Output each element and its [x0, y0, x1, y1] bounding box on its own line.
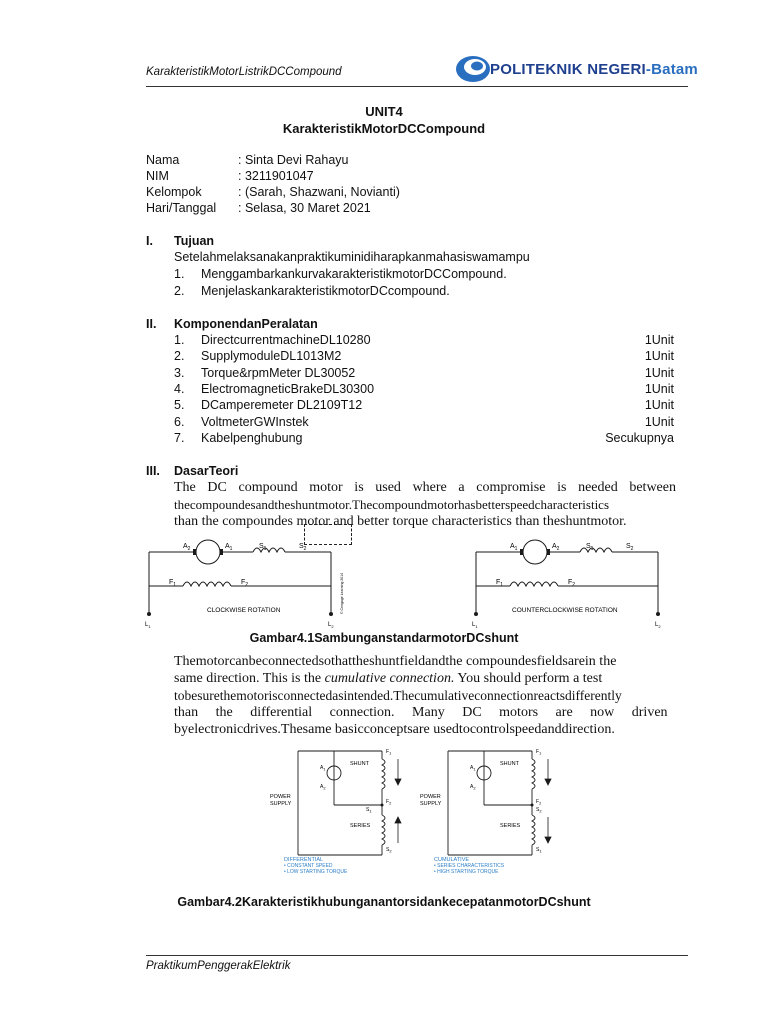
komponen-item-6-text: VoltmeterGWInstek — [201, 415, 309, 429]
logo-text-sub: -Batam — [645, 61, 698, 78]
theory-para2-line4: than the differential connection. Many DC motors are now driven — [174, 705, 668, 720]
svg-text:F1: $F_1$ — [496, 579, 504, 588]
komponen-item-4-num: 4. — [174, 382, 185, 396]
tujuan-item-1-num: 1. — [174, 267, 185, 281]
svg-text:S2: $S_2$ — [626, 543, 634, 552]
svg-text:A2: $A_2$ — [470, 784, 476, 791]
komponen-item-1-text: DirectcurrentmachineDL10280 — [201, 333, 371, 347]
identity-value-kelompok: : (Sarah, Shazwani, Novianti) — [238, 185, 400, 199]
svg-text:F2: $F_2$ — [386, 799, 392, 806]
label-l2: $L_2$ — [328, 622, 334, 628]
svg-text:A2: $A_2$ — [552, 543, 560, 552]
section-2-title: KomponendanPeralatan — [174, 317, 318, 331]
svg-text:F1: $F_1$ — [386, 749, 392, 756]
label-f2: $F_2$ — [241, 579, 249, 588]
komponen-item-1-num: 1. — [174, 333, 185, 347]
svg-text:A2: $A_2$ — [320, 784, 326, 791]
identity-label-kelompok: Kelompok — [146, 185, 202, 199]
svg-text:L2: $L_2$ — [655, 622, 661, 628]
section-1-intro: Setelahmelaksanakanpraktikuminidiharapkanmahasiswamampu — [174, 250, 530, 264]
footer-divider — [146, 955, 688, 956]
fig2-left-shunt-label: SHUNT — [350, 761, 369, 767]
figure1-right-diagram — [470, 534, 675, 628]
fig2-left-type-label: DIFFERENTIAL — [284, 857, 324, 863]
header-title: KarakteristikMotorListrikDCCompound — [146, 66, 342, 78]
komponen-item-5-qty: 1Unit — [644, 398, 674, 412]
fig2-left-point1: • CONSTANT SPEED — [284, 863, 333, 869]
komponen-item-3-text: Torque&rpmMeter DL30052 — [201, 366, 356, 380]
theory-para1-line1-text: The DC compound motor is used where a compromise is needed between — [174, 480, 676, 495]
logo-text-main: POLITEKNIK NEGERI — [490, 61, 646, 78]
komponen-item-3-num: 3. — [174, 366, 185, 380]
label-f1: $F_1$ — [169, 579, 177, 588]
theory-para1-line2: thecompoundesandtheshuntmotor.Thecompoundmotorhasbetterspeedcharacteristics — [174, 497, 610, 512]
svg-text:A1: $A_1$ — [320, 765, 326, 772]
komponen-item-7-qty: Secukupnya — [605, 431, 674, 445]
label-a1: $A_1$ — [225, 543, 233, 552]
section-1-title: Tujuan — [174, 234, 215, 248]
label-a2: $A_2$ — [183, 543, 191, 552]
komponen-item-2-num: 2. — [174, 349, 185, 363]
komponen-item-7-num: 7. — [174, 431, 185, 445]
komponen-item-5-num: 5. — [174, 398, 185, 412]
fig2-right-supply-label: SUPPLY — [420, 801, 442, 807]
svg-text:F1: $F_1$ — [536, 749, 542, 756]
identity-value-nim: : 3211901047 — [238, 169, 314, 183]
figure1-caption: Gambar4.1SambunganstandarmotorDCshunt — [249, 631, 519, 645]
section-3-title: DasarTeori — [174, 464, 239, 478]
footer-title: PraktikumPenggerakElektrik — [146, 960, 291, 972]
fig2-left-supply-label: SUPPLY — [270, 801, 292, 807]
komponen-item-4-text: ElectromagneticBrakeDL30300 — [201, 382, 375, 396]
svg-text:F2: $F_2$ — [568, 579, 576, 588]
svg-text:S2: $S_2$ — [536, 807, 542, 814]
komponen-item-6-num: 6. — [174, 415, 185, 429]
komponen-item-7-text: Kabelpenghubung — [201, 431, 303, 445]
tujuan-item-1-text: MenggambarkankurvakarakteristikmotorDCCompound. — [201, 267, 507, 281]
svg-text:L1: $L_1$ — [472, 622, 478, 628]
unit-title: KarakteristikMotorDCCompound — [282, 121, 486, 136]
svg-text:S1: $S_1$ — [536, 847, 542, 854]
fig2-left-power-label: POWER — [270, 794, 291, 800]
figure1-left-diagram — [143, 534, 358, 628]
copyright-left: © Cengage Learning 2014 — [340, 572, 344, 614]
theory-para2-line1: Themotorcanbeconnectedsothattheshuntfieldandthe compoundesfieldsarein the — [174, 654, 617, 669]
komponen-item-2-text: SupplymoduleDL1013M2 — [201, 349, 342, 363]
komponen-item-4-qty: 1Unit — [644, 382, 674, 396]
identity-value-nama: : Sinta Devi Rahayu — [238, 153, 349, 167]
figure2-diagram — [262, 745, 557, 877]
label-l1: $L_1$ — [145, 622, 151, 628]
fig2-left-point2: • LOW STARTING TORQUE — [284, 869, 348, 875]
komponen-item-1-qty: 1Unit — [644, 333, 674, 347]
logo-text — [490, 61, 698, 78]
label-s1: $S_1$ — [259, 543, 267, 552]
armature-icon — [196, 540, 220, 564]
section-1-number: I. — [146, 234, 153, 248]
svg-text:S1: $S_1$ — [366, 807, 372, 814]
svg-text:S2: $S_2$ — [386, 847, 392, 854]
identity-label-tanggal: Hari/Tanggal — [146, 201, 217, 215]
theory-para1-line3: than the compoundes motor and better torque characteristics than theshuntmotor. — [174, 514, 627, 529]
komponen-item-6-qty: 1Unit — [644, 415, 674, 429]
armature-icon-right — [523, 540, 547, 564]
identity-label-nim: NIM — [146, 169, 169, 183]
komponen-item-2-qty: 1Unit — [644, 349, 674, 363]
tujuan-item-2-num: 2. — [174, 284, 185, 298]
theory-para2-line5: byelectronicdrives.Thesame basicconceptsare usedtocontrolspeedanddirection. — [174, 722, 615, 737]
figure2-caption: Gambar4.2KarakteristikhubunganantorsidankecepatanmotorDCshunt — [177, 895, 591, 909]
label-s2: $S_2$ — [299, 543, 307, 552]
theory-para2-emphasis: cumulative connection. — [324, 671, 455, 686]
fig2-right-power-label: POWER — [420, 794, 441, 800]
theory-para2-line2-b: You should perform a test — [454, 671, 603, 686]
identity-value-tanggal: : Selasa, 30 Maret 2021 — [238, 201, 371, 215]
fig2-right-type-label: CUMULATIVE — [434, 857, 470, 863]
label-rotation-right: COUNTERCLOCKWISE ROTATION — [512, 607, 618, 614]
svg-text:F2: $F_2$ — [536, 799, 542, 806]
svg-text:S1: $S_1$ — [586, 543, 594, 552]
svg-text:A1: $A_1$ — [470, 765, 476, 772]
theory-para2-line3: tobesurethemotorisconnectedasintended.Thecumulativeconnectionreactsdifferently — [174, 688, 622, 703]
section-3-number: III. — [146, 464, 160, 478]
fig2-right-point1: • SERIES CHARACTERISTICS — [434, 863, 505, 869]
theory-para2-line2 — [174, 670, 676, 687]
fig2-right-shunt-label: SHUNT — [500, 761, 519, 767]
fig2-right-point2: • HIGH STARTING TORQUE — [434, 869, 499, 875]
fig2-left-series-label: SERIES — [350, 823, 371, 829]
section-2-number: II. — [146, 317, 157, 331]
komponen-item-3-qty: 1Unit — [644, 366, 674, 380]
theory-para1-line1 — [174, 479, 676, 496]
identity-label-nama: Nama — [146, 153, 180, 167]
fig2-right-series-label: SERIES — [500, 823, 521, 829]
tujuan-item-2-text: MenjelaskankarakteristikmotorDCcompound. — [201, 284, 450, 298]
header-divider — [146, 86, 688, 87]
unit-label: UNIT4 — [365, 104, 403, 119]
komponen-item-5-text: DCamperemeter DL2109T12 — [201, 398, 363, 412]
label-rotation-left: CLOCKWISE ROTATION — [207, 607, 281, 614]
theory-para2-line2-a: same direction. This is the — [174, 671, 325, 686]
svg-text:A1: $A_1$ — [510, 543, 518, 552]
